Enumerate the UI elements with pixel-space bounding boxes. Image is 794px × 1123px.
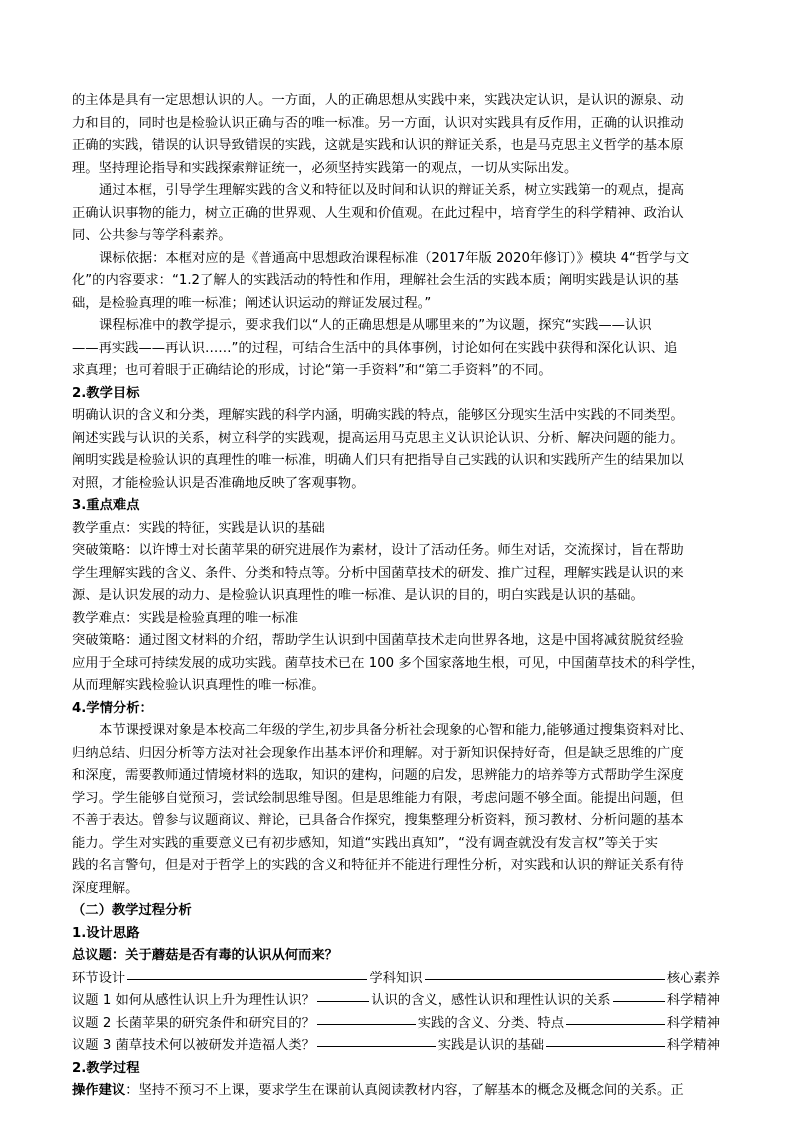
cell: 科学精神 <box>666 993 720 1008</box>
design-row <box>72 1035 720 1058</box>
cell: 议题 3 菌草技术何以被研发并造福人类？ <box>72 1038 315 1053</box>
leader-line <box>425 968 665 980</box>
cell: 科学精神 <box>666 1038 720 1053</box>
section-key-difficulties <box>72 495 720 698</box>
leader-line <box>127 968 367 980</box>
text-line: 同、公共参与等学科素养。 <box>72 228 232 243</box>
text-line: ——再实践——再认识……”的过程，可结合生活中的具体事例，讨论如何在实践中获得和深化认识、追 <box>72 340 678 356</box>
design-row <box>72 990 720 1013</box>
leader-line <box>613 990 665 1002</box>
operation-text: ：坚持不预习不上课，要求学生在课前认真阅读教材内容，了解基本的概念及概念间的关系。正 <box>125 1083 684 1098</box>
text-line: 力和目的，同时也是检验认识正确与否的唯一标准。另一方面，认识对实践具有反作用，正确的认识推动 <box>72 115 684 131</box>
text-line: 理。坚持理论指导和实践探索辩证统一，必须坚持实践第一的观点，一切从实际出发。 <box>72 160 578 176</box>
text-line: 的主体是具有一定思想认识的人。一方面，人的正确思想从实践中来，实践决定认识，是认识的源泉、动 <box>72 93 684 108</box>
part-heading: （二）教学过程分析 <box>72 903 192 918</box>
leader-line <box>566 1013 665 1025</box>
section-heading: 4.学情分析： <box>72 700 153 716</box>
text-line: 能力。学生对实践的重要意义已有初步感知，知道“实践出真知”，“没有调查就没有发言权”等关于实 <box>72 835 659 851</box>
text-line: 阐明实践是检验认识的真理性的唯一标准，明确人们只有把指导自己实践的认识和实践所产生的结果加以 <box>72 453 684 468</box>
text-line: 正确的实践，错误的认识导致错误的实践，这就是实践和认识的辩证关系，也是马克思主义哲学的基本原 <box>72 138 684 153</box>
text-line: 化”的内容要求：“1.2了解人的实践活动的特性和作用，理解社会生活的实践本质；阐明实践是认识的基 <box>72 273 679 288</box>
text-line: 践的名言警句，但是对于哲学上的实践的含义和特征并不能进行理性分析，对实践和认识的辩证关系有待 <box>72 858 684 873</box>
section-heading: 2.教学目标 <box>72 385 140 401</box>
section-heading: 1.设计思路 <box>72 925 140 941</box>
text-line: 课程标准中的教学提示，要求我们以“人的正确思想是从哪里来的”为议题，探究“实践——认识 <box>99 318 652 333</box>
paragraph-teaching-hint <box>72 315 720 383</box>
cell: 认识的含义，感性认识和理性认识的关系 <box>371 993 611 1008</box>
document-body <box>72 90 720 1103</box>
text-line: 求真理；也可着眼于正确结论的形成，讨论“第一手资料”和“第二手资料”的不同。 <box>72 363 552 378</box>
section-heading: 3.重点难点 <box>72 498 140 513</box>
leader-line <box>546 1035 665 1047</box>
text-line: 教学重点：实践的特征，实践是认识的基础 <box>72 520 325 536</box>
paragraph-practice-cognition <box>72 90 720 180</box>
main-topic: 总议题：关于蘑菇是否有毒的认识从何而来？ <box>72 948 338 963</box>
paragraph-frame-goal <box>72 180 720 248</box>
cell: 科学精神 <box>666 1015 720 1031</box>
text-line: 明确认识的含义和分类，理解实践的科学内涵，明确实践的特点，能够区分现实生活中实践的不同类型。 <box>72 408 684 423</box>
text-line: 应用于全球可持续发展的成功实践。菌草技术已在 100 多个国家落地生根，可见，中国菌草技术的科学性， <box>72 655 705 671</box>
cell: 环节设计 <box>72 970 126 986</box>
cell: 议题 1 如何从感性认识上升为理性认识？ <box>72 993 315 1008</box>
text-line: 从而理解实践检验认识真理性的唯一标准。 <box>72 678 325 693</box>
cell: 实践是认识的基础 <box>437 1038 545 1053</box>
text-line: 深度理解。 <box>72 880 139 896</box>
section-teaching-objectives <box>72 383 720 496</box>
operation-label: 操作建议 <box>72 1083 126 1098</box>
text-line: 源、是认识发展的动力、是检验认识真理性的唯一标准、是认识的目的，明白实践是认识的基础。 <box>72 588 644 603</box>
text-line: 突破策略：通过图文材料的介绍，帮助学生认识到中国菌草技术走向世界各地，这是中国将减贫脱贫经验 <box>72 633 684 648</box>
text-line: 课标依据：本框对应的是《普通高中思想政治课程标准（2017年版 2020年修订）》模块 4“哲学与文 <box>99 250 690 266</box>
text-line: 正确认识事物的能力，树立正确的世界观、人生观和价值观。在此过程中，培育学生的科学精神、政治认 <box>72 205 684 221</box>
text-line: 和深度，需要教师通过情境材料的选取，知识的建构，问题的启发，思辨能力的培养等方式帮助学生深度 <box>72 768 684 783</box>
design-row <box>72 1013 720 1036</box>
text-line: 突破策略：以许博士对长菌苹果的研究进展作为素材，设计了活动任务。师生对话，交流探讨，旨在帮助 <box>72 543 684 558</box>
text-line: 学生理解实践的含义、条件、分类和特点等。分析中国菌草技术的研发、推广过程，理解实践是认识的来 <box>72 565 684 581</box>
paragraph-curriculum-basis <box>72 248 720 316</box>
text-line: 对照，才能检验认识是否准确地反映了客观事物。 <box>72 475 365 491</box>
text-line: 教学难点：实践是检验真理的唯一标准 <box>72 610 299 626</box>
cell: 实践的含义、分类、特点 <box>417 1015 565 1031</box>
section-heading: 2.教学过程 <box>72 1060 140 1076</box>
cell: 学科知识 <box>369 970 423 986</box>
text-line: 阐述实践与认识的关系，树立科学的实践观，提高运用马克思主义认识论认识、分析、解决问题的能力。 <box>72 430 684 446</box>
cell: 核心素养 <box>666 970 720 986</box>
text-line: 学习。学生能够自觉预习，尝试绘制思维导图。但是思维能力有限，考虑问题不够全面。能提出问题，但 <box>72 790 684 806</box>
section-teaching-process <box>72 900 720 1103</box>
section-student-analysis <box>72 698 720 901</box>
text-line: 本节课授课对象是本校高二年级的学生,初步具备分析社会现象的心智和能力,能够通过搜集资料对比、 <box>99 723 693 738</box>
leader-line <box>317 1013 416 1025</box>
text-line: 归纳总结、归因分析等方法对社会现象作出基本评价和理解。对于新知识保持好奇，但是缺乏思维的广度 <box>72 745 684 761</box>
cell: 议题 2 长菌苹果的研究条件和研究目的？ <box>72 1015 315 1031</box>
design-row-header <box>72 968 720 991</box>
operation-suggestion <box>72 1080 720 1103</box>
leader-line <box>317 1035 436 1047</box>
text-line: 础，是检验真理的唯一标准；阐述认识运动的辩证发展过程。” <box>72 295 432 311</box>
leader-line <box>317 990 369 1002</box>
text-line: 不善于表达。曾参与议题商议、辩论，已具备合作探究，搜集整理分析资料，预习教材、分析问题的基本 <box>72 813 684 828</box>
text-line: 通过本框，引导学生理解实践的含义和特征以及时间和认识的辩证关系，树立实践第一的观点，提高 <box>99 183 685 198</box>
